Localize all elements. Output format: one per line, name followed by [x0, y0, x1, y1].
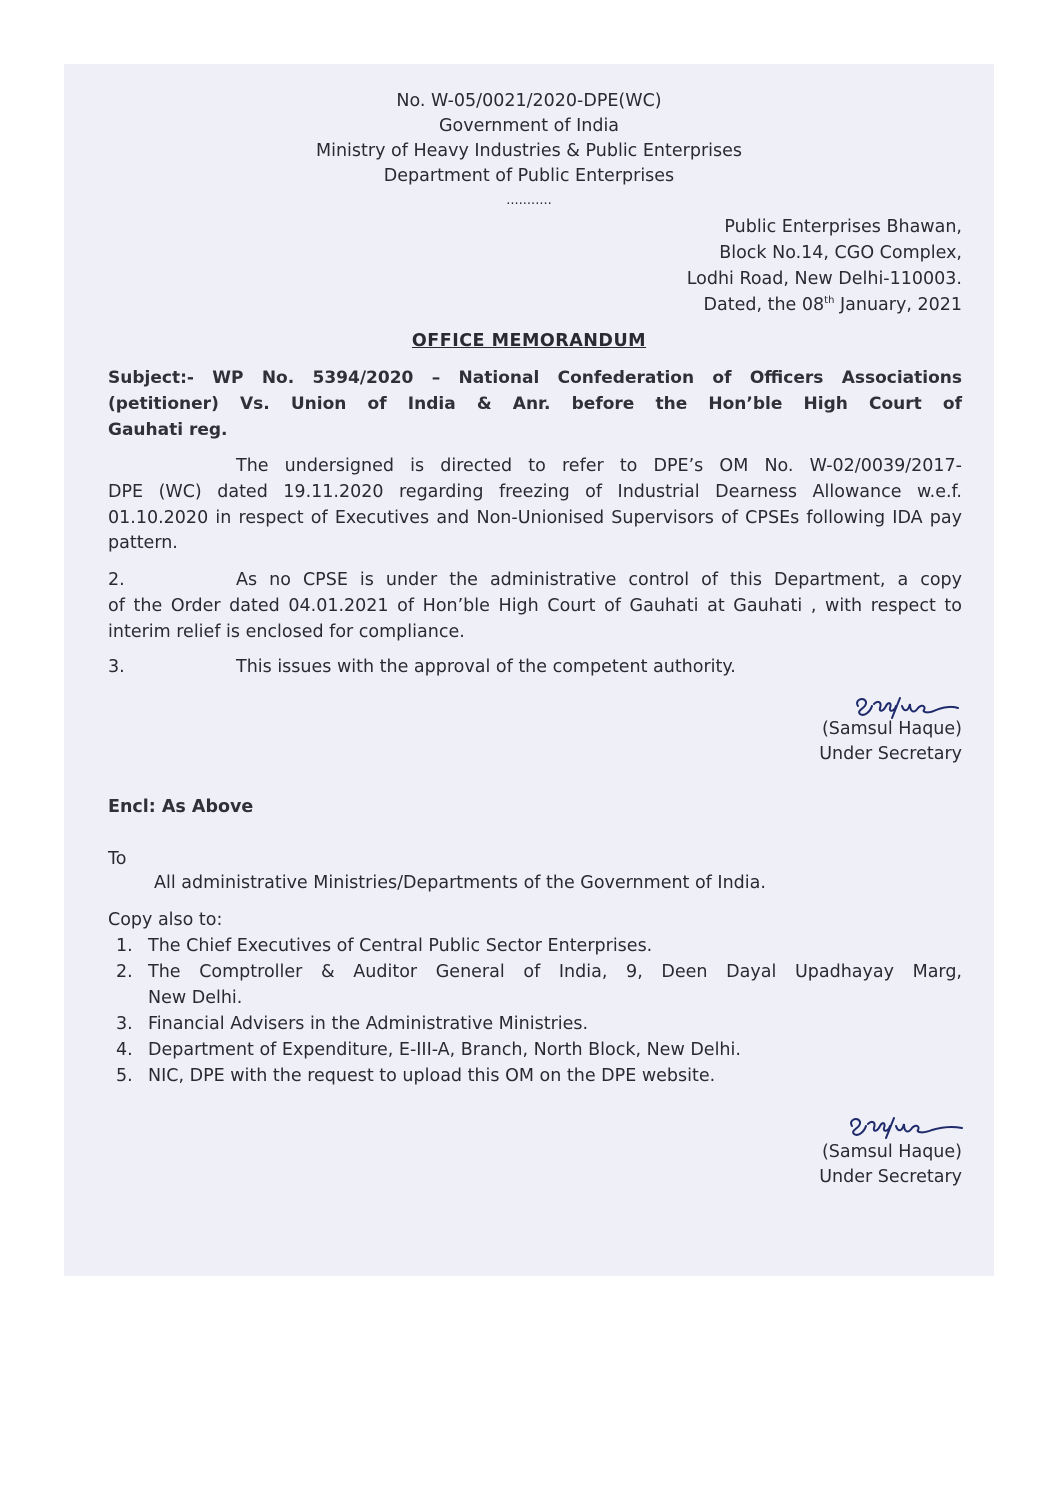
para1-body: DPE (WC) dated 19.11.2020 regarding freezing of Industrial Dearness Allowance w.e.f. 01.10.2020 in respect of Executives and Non-Unionised Supervisors of CPSEs following IDA pay pattern. — [108, 482, 962, 554]
copy-item-continuation: New Delhi. — [148, 988, 243, 1008]
date-prefix: Dated, the 08 — [703, 295, 825, 315]
subject-line-2: (petitioner) Vs. Union of India & Anr. before the Hon’ble High Court of — [108, 394, 962, 414]
copy-item: NIC, DPE with the request to upload this OM on the DPE website. — [148, 1066, 716, 1086]
address-line-3: Lodhi Road, New Delhi-110003. — [686, 269, 962, 289]
date-line — [560, 293, 962, 319]
date-ordinal: th — [824, 295, 835, 307]
para1-first-line: The undersigned is directed to refer to DPE’s OM No. W-02/0039/2017- — [236, 456, 962, 476]
para3-number: 3. — [108, 657, 125, 677]
address-line-2: Block No.14, CGO Complex, — [719, 243, 962, 263]
copy-item-number: 5. — [116, 1066, 133, 1086]
file-number: No. W-05/0021/2020-DPE(WC) — [396, 91, 662, 111]
memo-title: OFFICE MEMORANDUM — [411, 331, 647, 351]
copy-item: Financial Advisers in the Administrative Ministries. — [148, 1014, 589, 1034]
enclosure-note: Encl: As Above — [108, 797, 254, 817]
copy-item: The Comptroller & Auditor General of India, 9, Deen Dayal Upadhayay Marg, — [148, 962, 962, 982]
para2-body: of the Order dated 04.01.2021 of Hon’ble High Court of Gauhati at Gauhati , with respect to interim relief is enclosed for compliance. — [108, 596, 962, 642]
para2-first-line: As no CPSE is under the administrative control of this Department, a copy — [236, 570, 962, 590]
signature-mark — [852, 692, 962, 720]
separator-dots: ........... — [506, 193, 552, 208]
department-line: Department of Public Enterprises — [383, 166, 675, 186]
to-recipient: All administrative Ministries/Departments of the Government of India. — [154, 873, 766, 893]
copy-item-number: 3. — [116, 1014, 133, 1034]
ministry-line: Ministry of Heavy Industries & Public Enterprises — [316, 141, 742, 161]
date-suffix: January, 2021 — [834, 295, 962, 315]
subject-line-3: Gauhati reg. — [108, 420, 228, 440]
to-label: To — [108, 849, 127, 869]
copy-label: Copy also to: — [108, 910, 223, 930]
copy-item: The Chief Executives of Central Public Sector Enterprises. — [148, 936, 653, 956]
copy-item-number: 2. — [116, 962, 133, 982]
copy-item-number: 1. — [116, 936, 133, 956]
para3-text: This issues with the approval of the competent authority. — [236, 657, 736, 677]
para2-number: 2. — [108, 570, 125, 590]
signatory-name: (Samsul Haque) — [821, 1142, 962, 1162]
subject-line-1: Subject:- WP No. 5394/2020 – National Confederation of Officers Associations — [108, 368, 962, 388]
signatory-designation: Under Secretary — [819, 744, 962, 764]
signatory-name: (Samsul Haque) — [821, 719, 962, 739]
government-line: Government of India — [438, 116, 620, 136]
copy-item: Department of Expenditure, E-III-A, Branch, North Block, New Delhi. — [148, 1040, 741, 1060]
signature-mark — [846, 1112, 966, 1140]
signatory-designation: Under Secretary — [819, 1167, 962, 1187]
copy-item-number: 4. — [116, 1040, 133, 1060]
address-line-1: Public Enterprises Bhawan, — [724, 217, 962, 237]
